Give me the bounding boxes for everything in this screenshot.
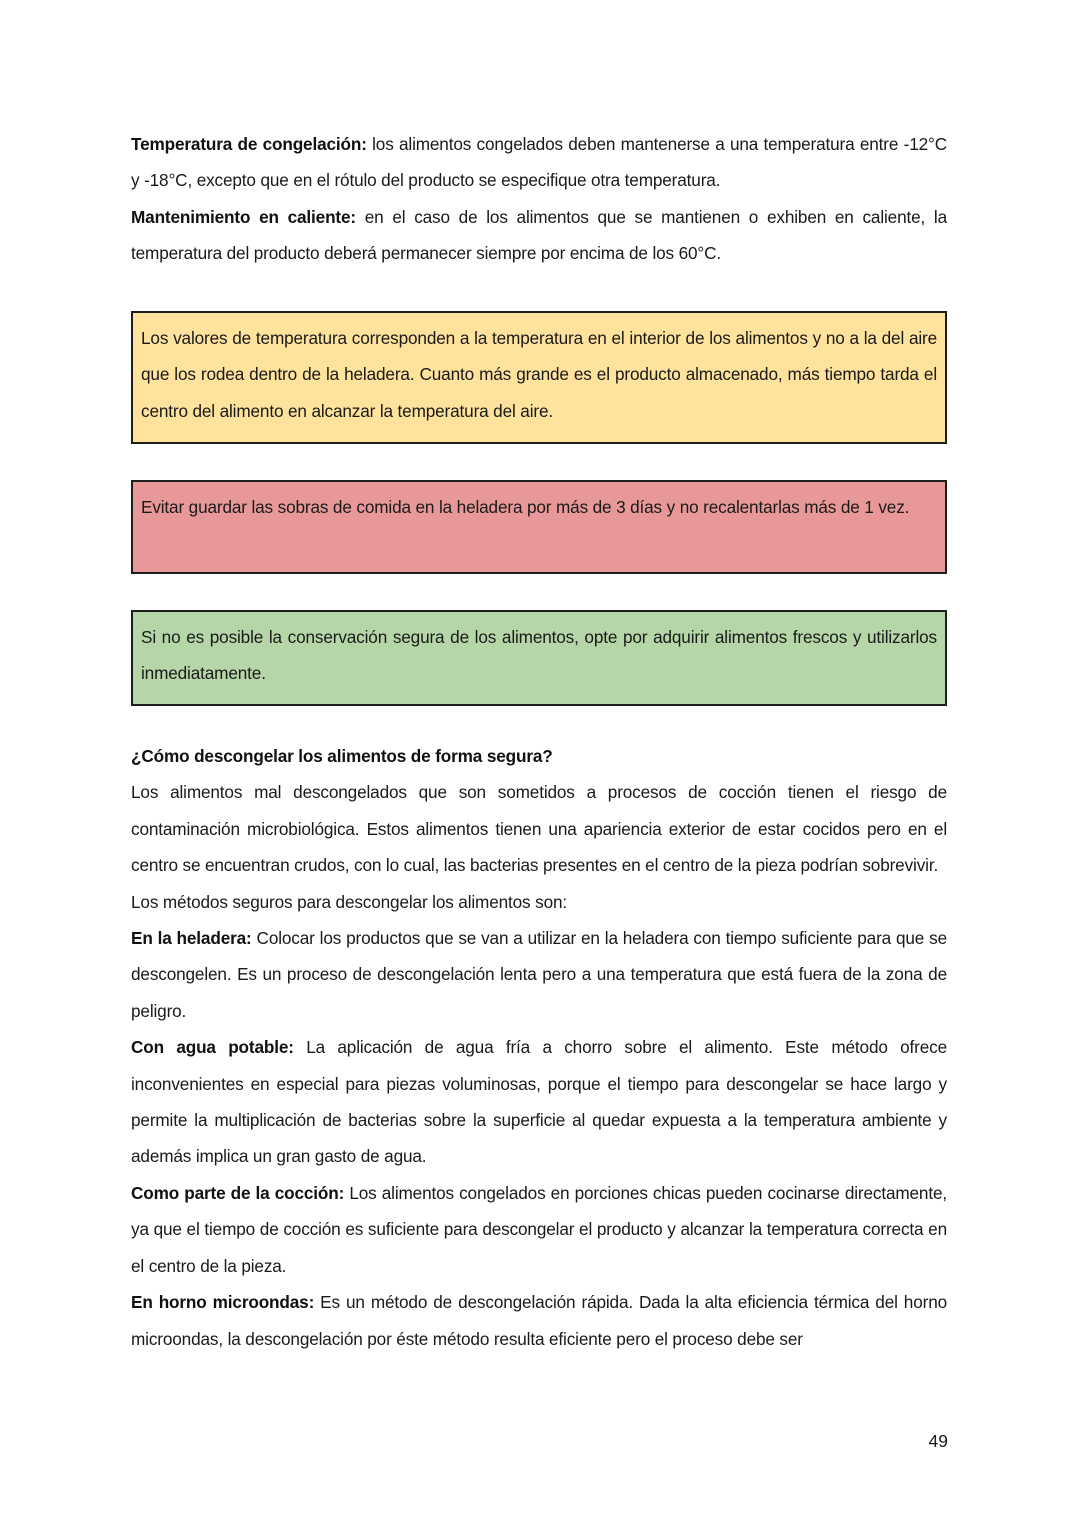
section-intro: Los alimentos mal descongelados que son sometidos a procesos de cocción tienen el riesgo de contaminación microbiológica. Estos alimentos tienen una apariencia exterior de estar cocidos pero en el centro se encuentran crudos, con lo cual, las bacterias presentes en el centro de la pieza podrían sobrevivir.	[131, 782, 947, 876]
callout-green-tip	[131, 610, 947, 706]
method-label: Con agua potable:	[131, 1037, 294, 1058]
method-label: En horno microondas:	[131, 1292, 315, 1313]
top-text-block	[131, 126, 947, 272]
thawing-section	[131, 738, 947, 1357]
callout-text: Evitar guardar las sobras de comida en la heladera por más de 3 días y no recalentarlas más de 1 vez.	[141, 497, 910, 517]
section-heading: ¿Cómo descongelar los alimentos de forma segura?	[131, 746, 553, 766]
method-label: En la heladera:	[131, 928, 252, 949]
method-label: Como parte de la cocción:	[131, 1182, 345, 1203]
callout-yellow-note	[131, 311, 947, 444]
page-number: 49	[928, 1431, 948, 1451]
method-text: Los alimentos congelados en porciones chicas pueden cocinarse directamente, ya que el tiempo de cocción es suficiente para descongelar el producto y alcanzar la temperatura correcta en el centro de la pieza.	[131, 1182, 948, 1276]
paragraph-freezing-temperature	[131, 126, 947, 199]
method-text: Es un método de descongelación rápida. Dada la alta eficiencia térmica del horno microondas, la descongelación por éste método resulta eficiente pero el proceso debe ser	[131, 1292, 948, 1349]
term-label: Mantenimiento en caliente:	[131, 206, 356, 227]
term-text: en el caso de los alimentos que se mantienen o exhiben en caliente, la temperatura del producto deberá permanecer siempre por encima de los 60°C.	[131, 206, 947, 264]
callout-text: Los valores de temperatura corresponden a la temperatura en el interior de los alimentos y no a la del aire que los rodea dentro de la heladera. Cuanto más grande es el producto almacenado, más tiempo tarda el centro del alimento en alcanzar la temperatura del aire.	[141, 328, 937, 421]
methods-intro: Los métodos seguros para descongelar los alimentos son:	[131, 891, 568, 912]
method-text: La aplicación de agua fría a chorro sobre el alimento. Este método ofrece inconvenientes en especial para piezas voluminosas, porque el tiempo para descongelar se hace largo y permite la multiplicación de bacterias sobre la superficie al quedar expuesta a la temperatura ambiente y además implica un gran gasto de agua.	[131, 1037, 947, 1167]
method-water	[131, 1029, 947, 1175]
method-fridge	[131, 920, 947, 1029]
method-cooking	[131, 1175, 947, 1284]
callout-red-warning	[131, 480, 947, 574]
callout-text: Si no es posible la conservación segura de los alimentos, opte por adquirir alimentos frescos y utilizarlos inmediatamente.	[141, 627, 937, 684]
paragraph-hot-holding	[131, 199, 947, 272]
term-label: Temperatura de congelación:	[131, 134, 367, 154]
method-microwave	[131, 1284, 947, 1357]
method-text: Colocar los productos que se van a utilizar en la heladera con tiempo suficiente para que se descongelen. Es un proceso de descongelación lenta pero a una temperatura que está fuera de la zona de peligro.	[131, 928, 947, 1021]
term-text: los alimentos congelados deben mantenerse a una temperatura entre -12°C y -18°C, excepto que en el rótulo del producto se especifique otra temperatura.	[131, 134, 947, 191]
